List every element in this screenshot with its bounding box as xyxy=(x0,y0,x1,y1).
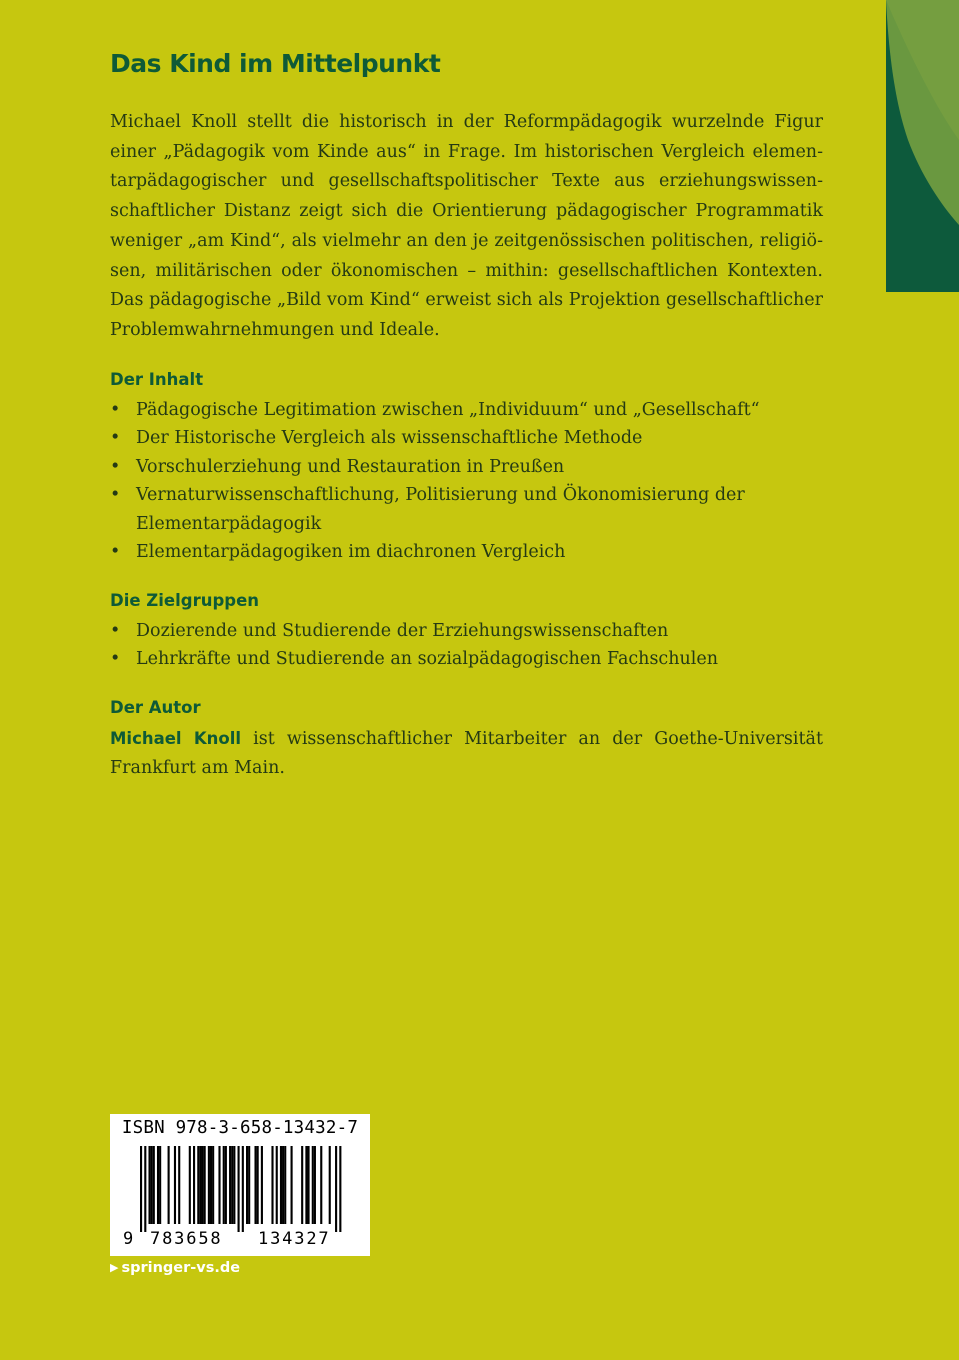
barcode-bar xyxy=(282,1146,284,1224)
ean-first-digit: 9 xyxy=(123,1229,134,1249)
barcode-bar xyxy=(261,1146,263,1224)
barcode-bar xyxy=(189,1146,191,1224)
barcode-bar xyxy=(197,1146,199,1224)
barcode-bar xyxy=(208,1146,210,1224)
list-item: • Vorschulerziehung und Restauration in Preußen xyxy=(110,453,823,482)
barcode-bar xyxy=(199,1146,201,1224)
barcode-bar xyxy=(238,1146,240,1232)
barcode-bar xyxy=(312,1146,314,1224)
barcode-bar xyxy=(159,1146,161,1224)
barcode-bar xyxy=(223,1146,225,1224)
triangle-right-icon: ▶ xyxy=(110,1261,119,1274)
bullet-icon: • xyxy=(110,485,121,506)
ean-right-digits: 134327 xyxy=(258,1229,331,1249)
barcode-bar xyxy=(329,1146,331,1224)
barcode-bar xyxy=(153,1146,155,1224)
bullet-icon: • xyxy=(110,620,121,641)
barcode-bar xyxy=(210,1146,212,1224)
barcode-bar xyxy=(225,1146,227,1224)
isbn-label: ISBN 978-3-658-13432-7 xyxy=(121,1118,359,1138)
author-heading: Der Autor xyxy=(110,697,201,717)
book-title: Das Kind im Mittelpunkt xyxy=(110,49,441,78)
barcode-bar xyxy=(307,1146,309,1224)
barcode-bar xyxy=(201,1146,203,1224)
list-item: • Vernaturwissenschaftlichung, Politisierung und Ökonomisierung der Elementarpädagogik xyxy=(110,481,823,538)
bullet-icon: • xyxy=(110,428,121,449)
isbn-barcode xyxy=(110,1114,370,1256)
ean-left-digits: 783658 xyxy=(150,1229,223,1249)
bullet-icon: • xyxy=(110,399,121,420)
barcode-bar xyxy=(335,1146,337,1232)
barcode-bars xyxy=(110,1146,370,1236)
barcode-bar xyxy=(229,1146,231,1224)
barcode-bar xyxy=(280,1146,282,1224)
author-name: Michael Knoll xyxy=(110,728,242,748)
barcode-bar xyxy=(254,1146,256,1224)
barcode-bar xyxy=(320,1146,322,1224)
back-cover-text xyxy=(110,108,823,784)
barcode-bar xyxy=(212,1146,214,1224)
intro-paragraph: Michael Knoll stellt die historisch in der Reformpädagogik wurzelnde Figur einer „Pädagogik vom Kinde aus“ in Frage. Im historischen Vergleich elementarpädagogischer und gesellschaftspolitischer Texte aus erziehungswissenschaftlicher Distanz zeigt sich die Orientierung pädagogischer Programmatik weniger „am Kind“, als vielmehr an den je zeitgenössischen politischen, religiösen, militärischen oder ökonomischen – mithin: gesellschaftlichen Kontexten. Das pädagogische „Bild vom Kind“ erweist sich als Projektion gesellschaftlicher Problemwahrnehmungen und Ideale. xyxy=(110,112,823,340)
author-bio: Michael Knoll ist wissenschaftlicher Mitarbeiter an der Goethe-Universität Frankfurt am Main. xyxy=(110,728,823,779)
audience-heading: Die Zielgruppen xyxy=(110,590,260,610)
barcode-bar xyxy=(248,1146,250,1224)
barcode-bar xyxy=(271,1146,273,1224)
barcode-bar xyxy=(151,1146,153,1224)
publisher-link[interactable] xyxy=(110,1260,240,1276)
barcode-bar xyxy=(178,1146,180,1224)
bullet-icon: • xyxy=(110,456,121,477)
barcode-bar xyxy=(140,1146,142,1232)
barcode-bar xyxy=(242,1146,244,1232)
contents-heading: Der Inhalt xyxy=(110,369,204,389)
list-item: • Der Historische Vergleich als wissenschaftliche Methode xyxy=(110,424,823,453)
barcode-bar xyxy=(193,1146,195,1224)
barcode-bar xyxy=(291,1146,293,1224)
list-item: • Pädagogische Legitimation zwischen „Individuum“ und „Gesellschaft“ xyxy=(110,396,823,425)
barcode-bar xyxy=(284,1146,286,1224)
barcode-bar xyxy=(204,1146,206,1224)
barcode-bar xyxy=(233,1146,235,1224)
list-item: • Dozierende und Studierende der Erziehungswissenschaften xyxy=(110,617,823,646)
list-item: • Lehrkräfte und Studierende an sozialpädagogischen Fachschulen xyxy=(110,645,823,674)
barcode-bar xyxy=(231,1146,233,1224)
contents-list xyxy=(110,396,823,567)
barcode-bar xyxy=(257,1146,259,1224)
barcode-bar xyxy=(305,1146,307,1224)
list-item: • Elementarpädagogiken im diachronen Vergleich xyxy=(110,538,823,567)
barcode-bar xyxy=(339,1146,341,1232)
publisher-url: springer-vs.de xyxy=(121,1260,241,1276)
barcode-bar xyxy=(301,1146,303,1224)
barcode-bar xyxy=(218,1146,220,1224)
bullet-icon: • xyxy=(110,542,121,563)
barcode-bar xyxy=(314,1146,316,1224)
barcode-bar xyxy=(174,1146,176,1224)
barcode-bar xyxy=(168,1146,170,1224)
cover-corner-decoration xyxy=(886,0,959,292)
bullet-icon: • xyxy=(110,649,121,670)
barcode-bar xyxy=(144,1146,146,1232)
barcode-bar xyxy=(157,1146,159,1224)
barcode-bar xyxy=(276,1146,278,1224)
barcode-bar xyxy=(148,1146,150,1224)
audience-list xyxy=(110,617,823,674)
barcode-bar xyxy=(246,1146,248,1224)
